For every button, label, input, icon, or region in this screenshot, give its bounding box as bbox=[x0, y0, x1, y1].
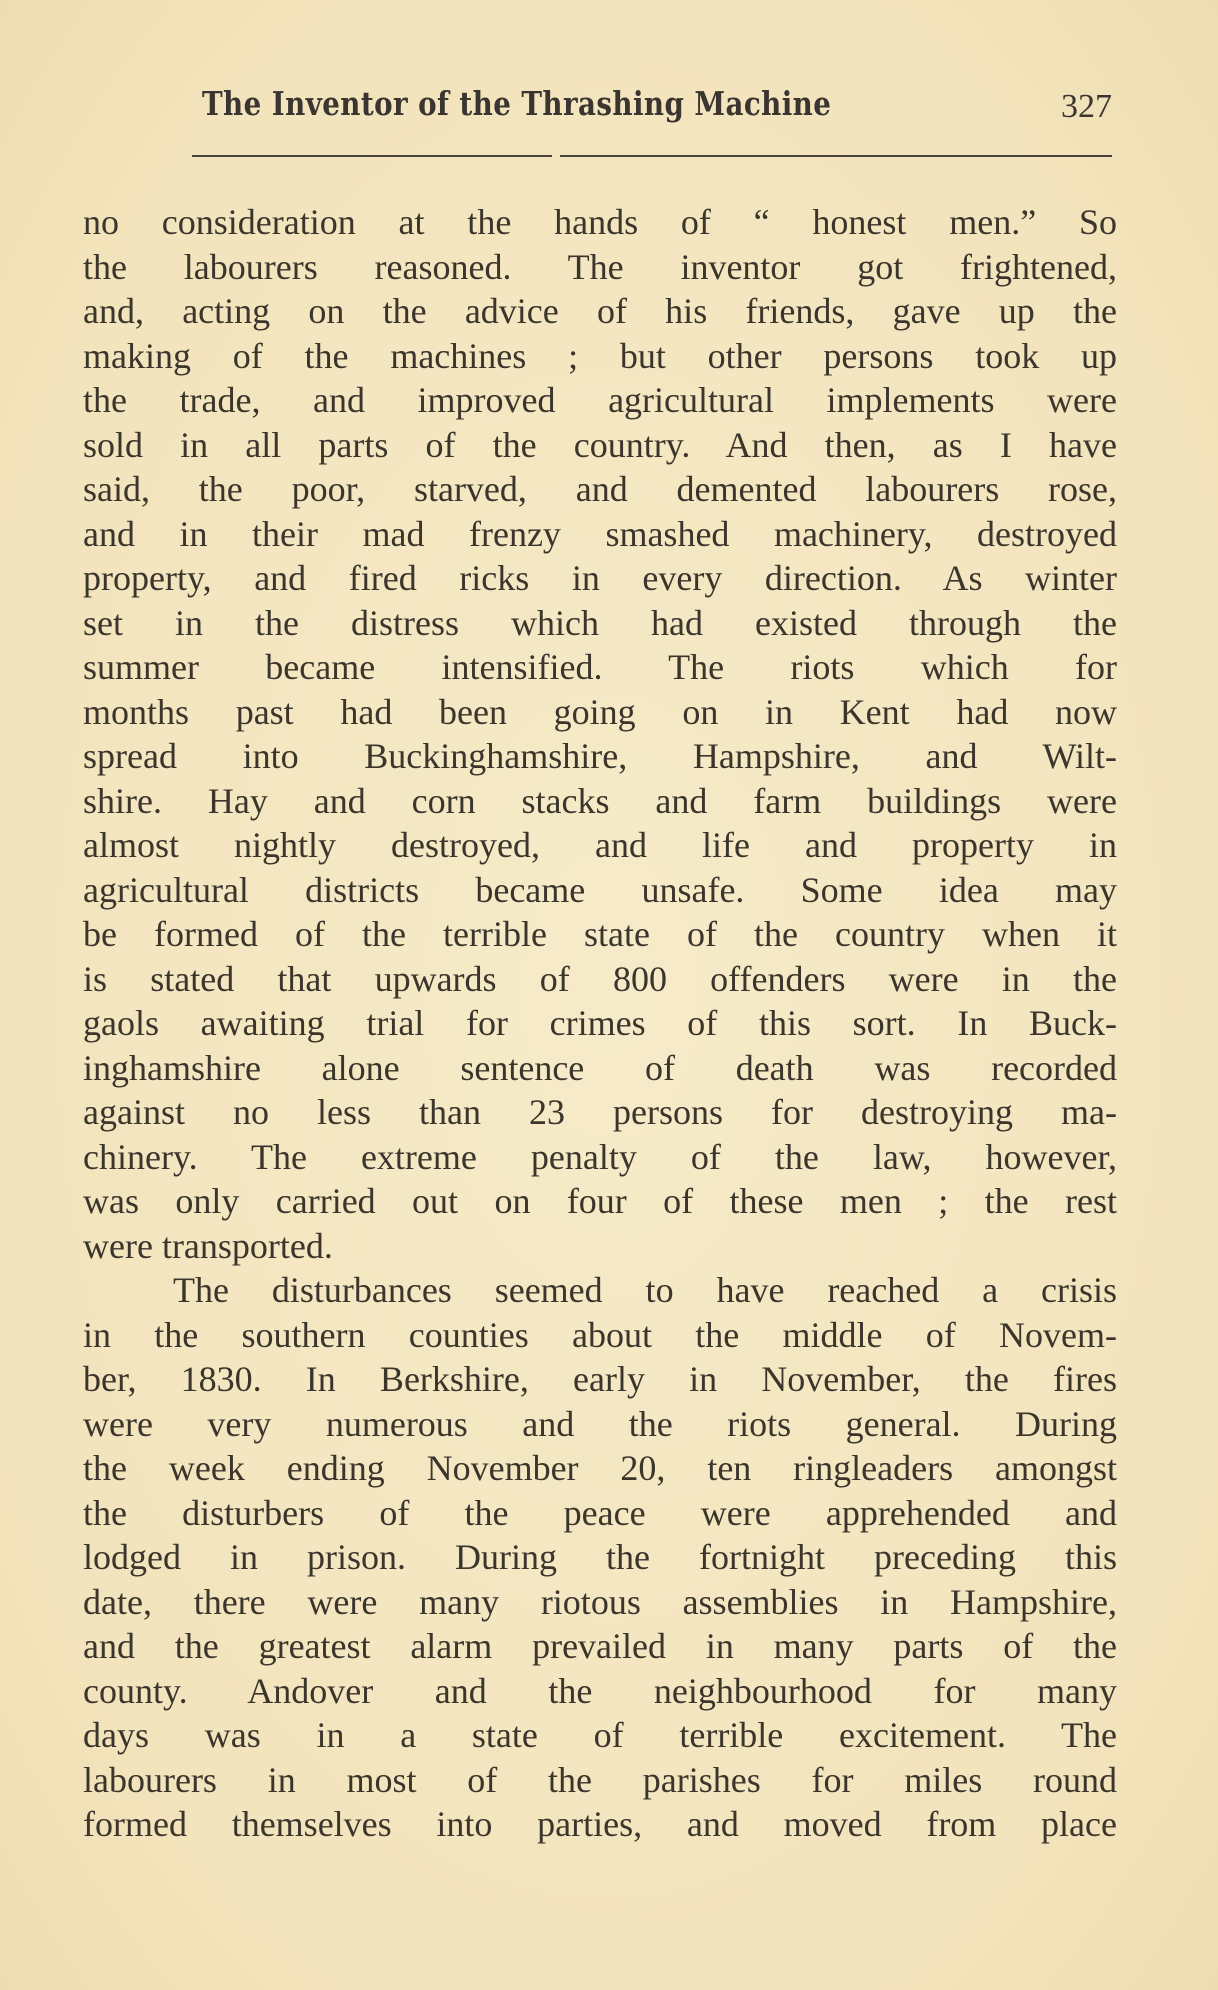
text-line: gaols awaiting trial for crimes of this sort. In Buck- bbox=[83, 1003, 1117, 1043]
text-line: no consideration at the hands of “ honest men.” So bbox=[83, 202, 1117, 242]
text-line: agricultural districts became unsafe. Some idea may bbox=[83, 869, 1117, 910]
text-line: the week ending November 20, ten ringleaders amongst bbox=[83, 1448, 1117, 1488]
text-line: chinery. The extreme penalty of the law, however, bbox=[83, 1136, 1117, 1177]
text-line: The disturbances seemed to have reached a crisis bbox=[173, 1270, 1117, 1310]
text-line: in the southern counties about the middle of Novem- bbox=[83, 1314, 1117, 1355]
text-line: date, there were many riotous assemblies in Hampshire, bbox=[83, 1581, 1117, 1622]
page-number: 327 bbox=[1061, 88, 1112, 125]
text-line: was only carried out on four of these men ; the rest bbox=[83, 1181, 1117, 1221]
text-line: sold in all parts of the country. And then, as I have bbox=[83, 424, 1117, 465]
text-line: set in the distress which had existed through the bbox=[83, 602, 1117, 643]
text-line: ber, 1830. In Berkshire, early in November, the fires bbox=[83, 1359, 1117, 1399]
text-line: months past had been going on in Kent had now bbox=[83, 691, 1117, 732]
text-line: inghamshire alone sentence of death was recorded bbox=[83, 1047, 1117, 1088]
header-rule-right bbox=[560, 155, 1112, 157]
text-line: were very numerous and the riots general. During bbox=[83, 1403, 1117, 1444]
text-line: formed themselves into parties, and moved from place bbox=[83, 1804, 1117, 1844]
text-line: making of the machines ; but other persons took up bbox=[83, 335, 1117, 376]
text-line: county. Andover and the neighbourhood for many bbox=[83, 1670, 1117, 1711]
text-line: shire. Hay and corn stacks and farm buildings were bbox=[83, 780, 1117, 821]
text-line: property, and fired ricks in every direction. As winter bbox=[83, 558, 1117, 598]
text-line: the trade, and improved agricultural implements were bbox=[83, 380, 1117, 420]
text-line: the disturbers of the peace were apprehended and bbox=[83, 1492, 1117, 1533]
text-line: against no less than 23 persons for destroying ma- bbox=[83, 1092, 1117, 1132]
text-line: be formed of the terrible state of the country when it bbox=[83, 914, 1117, 954]
running-head bbox=[190, 78, 1120, 138]
text-line: and in their mad frenzy smashed machinery, destroyed bbox=[83, 513, 1117, 554]
text-line: lodged in prison. During the fortnight preceding this bbox=[83, 1537, 1117, 1577]
header-rule-left bbox=[192, 155, 552, 157]
text-line: spread into Buckinghamshire, Hampshire, and Wilt- bbox=[83, 736, 1117, 776]
text-line: were transported. bbox=[83, 1225, 333, 1266]
text-line: the labourers reasoned. The inventor got frightened, bbox=[83, 246, 1117, 287]
text-line: almost nightly destroyed, and life and property in bbox=[83, 825, 1117, 865]
text-line: labourers in most of the parishes for miles round bbox=[83, 1759, 1117, 1800]
text-line: days was in a state of terrible excitement. The bbox=[83, 1715, 1117, 1755]
text-line: said, the poor, starved, and demented labourers rose, bbox=[83, 469, 1117, 509]
text-line: summer became intensified. The riots which for bbox=[83, 647, 1117, 687]
text-line: and, acting on the advice of his friends, gave up the bbox=[83, 291, 1117, 331]
text-line: is stated that upwards of 800 offenders were in the bbox=[83, 958, 1117, 999]
text-line: and the greatest alarm prevailed in many parts of the bbox=[83, 1626, 1117, 1666]
running-title: The Inventor of the Thrashing Machine bbox=[202, 84, 832, 123]
body-text bbox=[83, 200, 1117, 1847]
